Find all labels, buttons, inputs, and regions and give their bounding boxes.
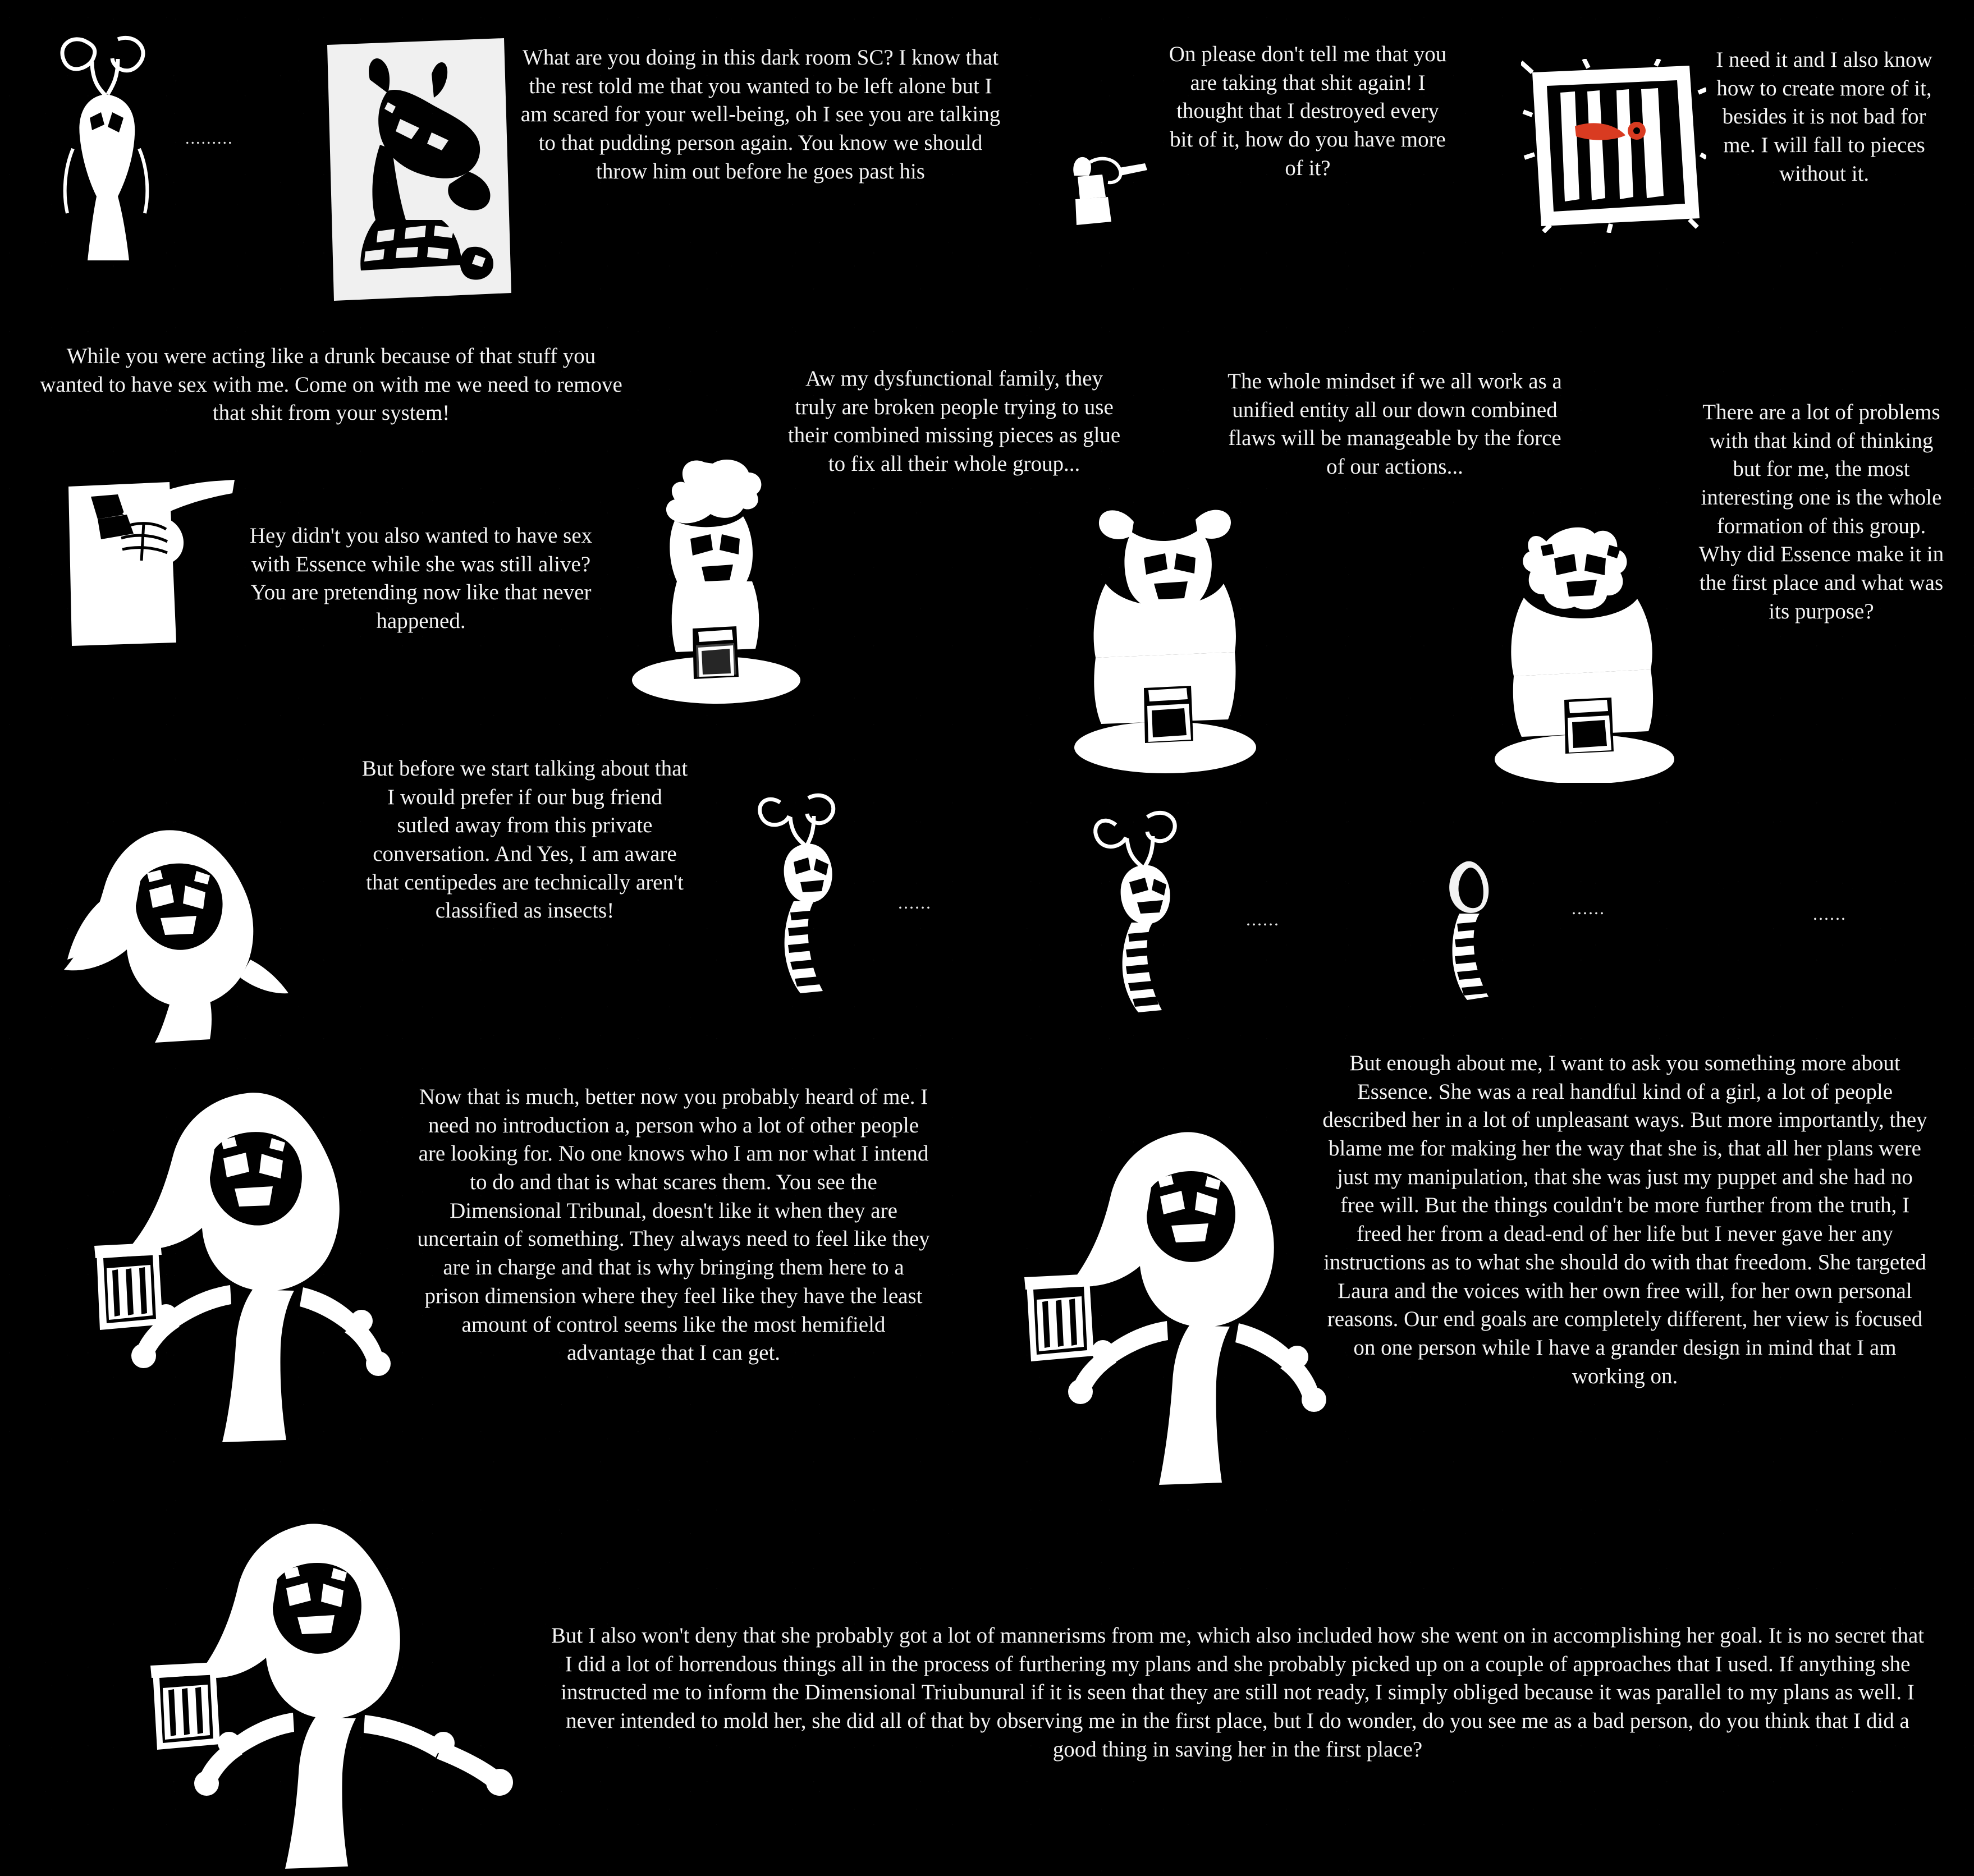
- ellipsis-row3-1: ......: [898, 892, 932, 912]
- figure-masked-figure-with-jar: [1485, 519, 1687, 783]
- figure-squid-headed-character: [34, 28, 180, 264]
- ellipsis-row3-4: ......: [1813, 903, 1847, 924]
- figure-hooded-figure-with-jar: [623, 455, 814, 718]
- ellipsis-row3-2: ......: [1246, 909, 1280, 929]
- figure-horned-figure-with-jar: [1066, 499, 1268, 780]
- caption-row2-5: There are a lot of problems with that kind of thinking but for me, the most interesting one is the whole formation of this group. Why did Essence make it in the first place and what was its purpose?: [1698, 400, 1944, 623]
- figure-small-bottle-figure: [1061, 143, 1167, 233]
- figure-gloved-hand-panel: [66, 480, 240, 648]
- caption-row2-1: While you were acting like a drunk because of that stuff you wanted to have sex with me. Come on with me we need to remove that shit from your system!: [40, 344, 622, 425]
- caption-row4-1: Now that is much, better now you probably heard of me. I need no introduction a, person who a lot of other people are looking for. No one knows who I am nor what I intend to do and that is what scares them. You see the Dimensional Tribunal, doesn't like it when they are uncertain of something. They always need to feel like they are in charge and that is why bringing them here to a prison dimension where they feel like they have the least amount of control seems like the most hemifield advantage that I can get.: [417, 1085, 930, 1365]
- caption-row2-4: The whole mindset if we all work as a unified entity all our down combined flaws will be manageable by the force of our actions...: [1228, 369, 1562, 479]
- caption-row1-1: What are you doing in this dark room SC? I know that the rest told me that you wanted to be left alone but I am scared for your well-being, oh I see you are talking to that pudding person again. You know we should throw him out before he goes past his: [520, 45, 1001, 184]
- figure-long-haired-mask-figure: [51, 819, 370, 1044]
- figure-puppet-figure-holding-jar-right: [979, 1122, 1327, 1493]
- caption-row4-2: But enough about me, I want to ask you something more about Essence. She was a real handful kind of a girl, a lot of people described her in a lot of unpleasant ways. But more importantly, they blame me for making her the way that she is, that all her plans were just my manipulation, that she was just my puppet and she had no free will. But the things couldn't be more further from the truth, I freed her from a dead-end of her life but I never gave her any instructions as to what she should do with that freedom. She targeted Laura and the voices with her own free will, for her own personal reasons. Our end goals are completely different, her view is focused on one person while I have a grander design in mind that I am working on.: [1322, 1051, 1927, 1388]
- caption-row1-2: On please don't tell me that you are taking that shit again! I thought that I destroyed every bit of it, how do you have more of it?: [1169, 42, 1447, 180]
- figure-puppet-figure-holding-jar-left: [62, 1083, 410, 1448]
- caption-row3-1: But before we start talking about that I would prefer if our bug friend sutled away from this private conversation. And Yes, I am aware that centipedes are technically aren't classified as insects!: [361, 756, 688, 923]
- caption-row5-1: But I also won't deny that she probably got a lot of mannerisms from me, which also included how she went on in accomplishing her goal. It is no secret that I did a lot of horrendous things all in the process of furthering my plans and she probably picked up on a couple of approaches that I used. If anything she instructed me to inform the Dimensional Triubunural if it is seen that they are still not ready, I simply obliged because it was parallel to my plans as well. I never intended to mold her, she did all of that by observing me in the first place, but I do wonder, do you see me as a bad person, do you think that I did a good thing in saving her in the first place?: [551, 1623, 1925, 1762]
- figure-jackal-mask-character-portrait: [322, 35, 512, 304]
- ellipsis-row3-3: ......: [1572, 898, 1605, 918]
- figure-framed-portrait-with-red-eye: [1521, 59, 1706, 233]
- figure-centipede-creature-c: [1420, 853, 1544, 1021]
- figure-centipede-creature-a: [746, 786, 876, 999]
- figure-centipede-creature-b: [1083, 802, 1218, 1016]
- ellipsis-row1-1: .........: [185, 129, 233, 148]
- caption-row2-3: Aw my dysfunctional family, they truly are broken people trying to use their combined missing pieces as glue to fix all their whole group...: [787, 366, 1121, 476]
- figure-puppet-figure-holding-jar-bottom: [107, 1515, 572, 1874]
- caption-row1-3: I need it and I also know how to create more of it, besides it is not bad for me. I will fall to pieces without it.: [1716, 48, 1932, 186]
- caption-row2-2: Hey didn't you also wanted to have sex with Essence while she was still alive? You are pretending now like that never happened.: [249, 524, 593, 634]
